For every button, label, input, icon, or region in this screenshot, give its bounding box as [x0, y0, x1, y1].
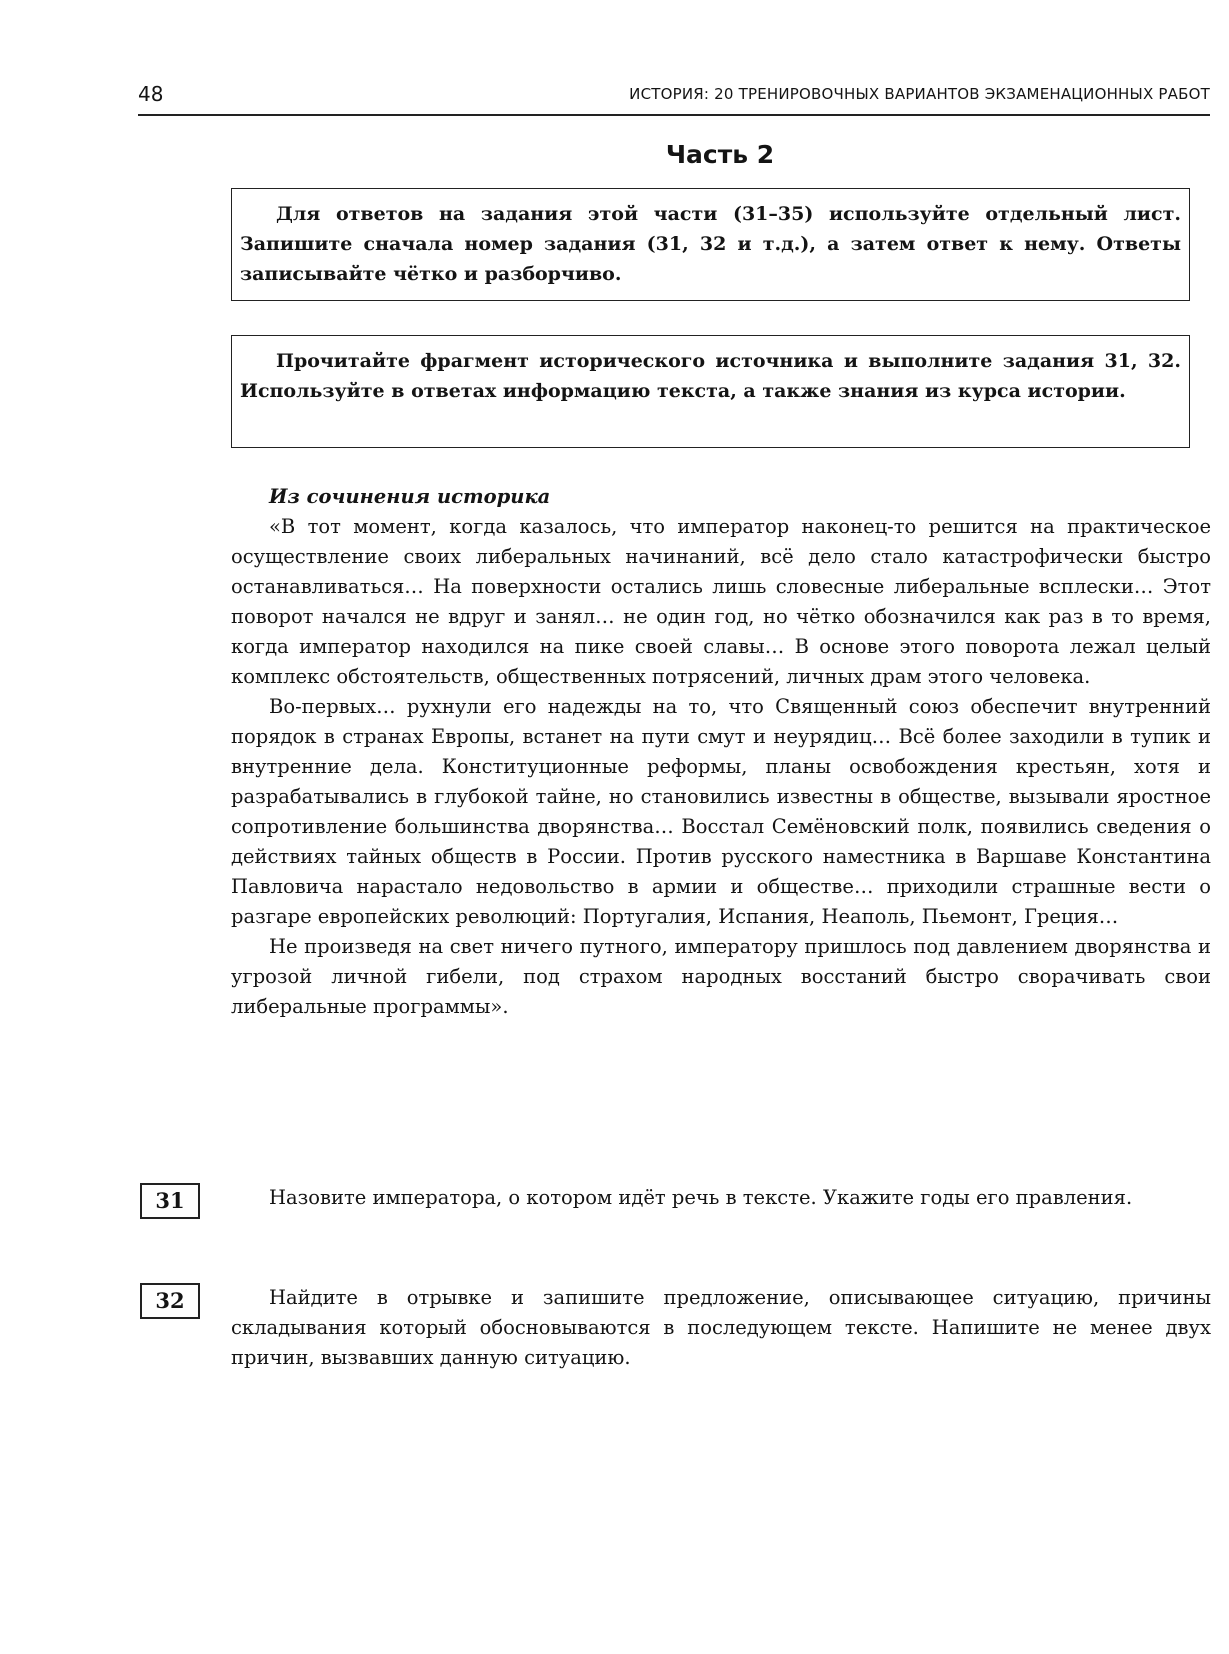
source-paragraph: Во-первых… рухнули его надежды на то, что Священный союз обеспечит внутренний порядок в странах Европы, встанет на пути смут и неурядиц… Всё более заходили в тупик и внутренние дела. Конституционные реформы, планы освобождения крестьян, хотя и разрабатывались в глубокой тайне, но становились известны в обществе, вызывали яростное сопротивление большинства дворянства… Восстал Семёновский полк, появились сведения о действиях тайных обществ в России. Против русского наместника в Варшаве Константина Павловича нарастало недовольство в армии и обществе… приходили страшные вести о разгаре европейских революций: Португалия, Испания, Неаполь, Пьемонт, Греция… — [231, 695, 1211, 928]
running-title: ИСТОРИЯ: 20 ТРЕНИРОВОЧНЫХ ВАРИАНТОВ ЭКЗАМЕНАЦИОННЫХ РАБОТ — [629, 85, 1210, 103]
source-excerpt — [231, 482, 1211, 1022]
source-paragraph: «В тот момент, когда казалось, что император наконец-то решится на практическое осуществление своих либеральных начинаний, всё дело стало катастрофически быстро останавливаться… На поверхности остались лишь словесные либеральные всплески… Этот поворот начался не вдруг и занял… не один год, но чётко обозначился как раз в то время, когда император находился на пике своей славы… В основе этого поворота лежал целый комплекс обстоятельств, общественных потрясений, личных драм этого человека. — [231, 515, 1211, 688]
reading-instruction-text: Прочитайте фрагмент исторического источника и выполните задания 31, 32. Используйте в ответах информацию текста, а также знания из курса истории. — [240, 350, 1181, 402]
task-number-box: 32 — [140, 1283, 200, 1319]
source-paragraph: Не произведя на свет ничего путного, императору пришлось под давлением дворянства и угрозой личной гибели, под страхом народных восстаний быстро сворачивать свои либеральные программы». — [231, 935, 1211, 1018]
task-number-box: 31 — [140, 1183, 200, 1219]
task-text: Назовите императора, о котором идёт речь в тексте. Укажите годы его правления. — [269, 1186, 1133, 1209]
part-title: Часть 2 — [665, 140, 775, 169]
answers-instruction-text: Для ответов на задания этой части (31–35) используйте отдельный лист. Запишите сначала номер задания (31, 32 и т.д.), а затем ответ к нему. Ответы записывайте чётко и разборчиво. — [240, 203, 1181, 285]
page-number: 48 — [138, 82, 164, 106]
page-header — [138, 80, 1210, 116]
reading-instruction-box — [231, 335, 1190, 448]
source-heading: Из сочинения историка — [269, 485, 551, 508]
task-text: Найдите в отрывке и запишите предложение, описывающее ситуацию, причины складывания который обосновываются в последующем тексте. Напишите не менее двух причин, вызвавших данную ситуацию. — [231, 1286, 1211, 1369]
answers-instruction-box — [231, 188, 1190, 301]
